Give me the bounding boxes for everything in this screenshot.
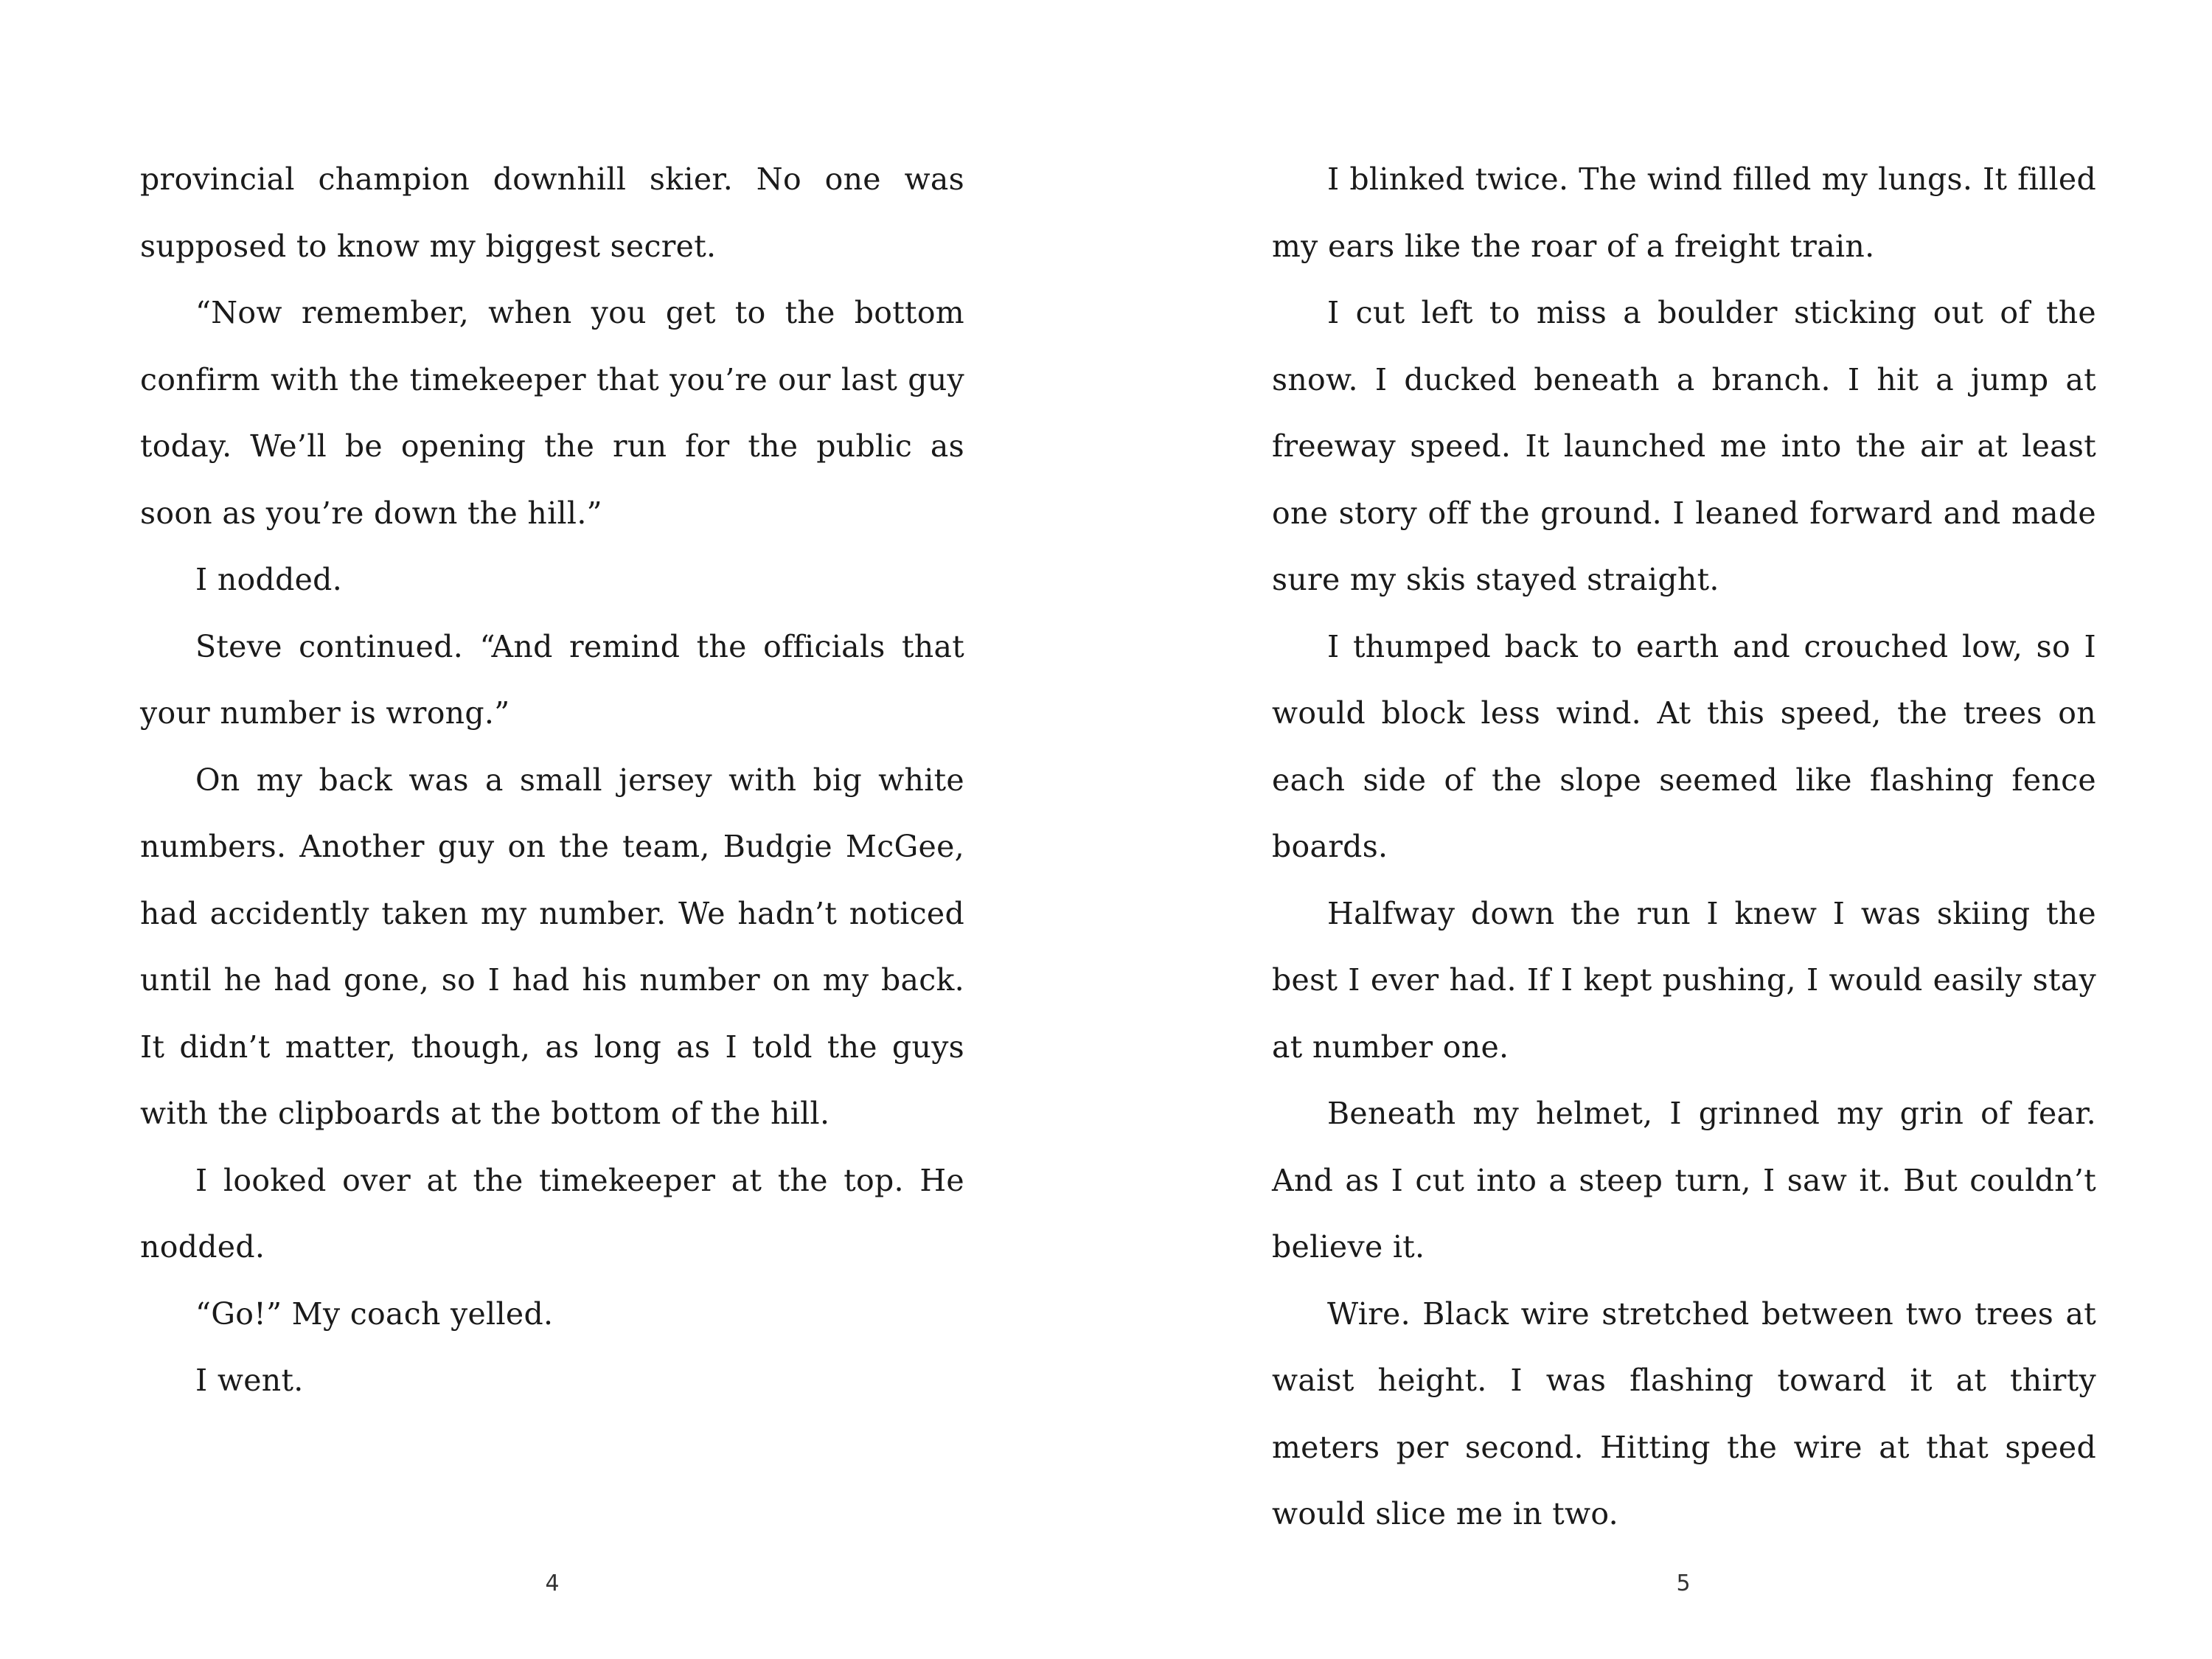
paragraph: I thumped back to earth and crouched low, so I would block less wind. At this speed, the trees on each side of the slope seemed like flashing fence boards. — [1272, 628, 2096, 864]
left-page-body — [140, 146, 964, 1414]
paragraph: I nodded. — [195, 562, 343, 597]
paragraph: provincial champion downhill skier. No one was supposed to know my biggest secret. — [140, 161, 964, 264]
paragraph: “Now remember, when you get to the bottom confirm with the timekeeper that you’re our last guy today. We’ll be opening the run for the public as soon as you’re down the hill.” — [140, 295, 964, 531]
paragraph: On my back was a small jersey with big white numbers. Another guy on the team, Budgie McGee, had accidently taken my number. We hadn’t noticed until he had gone, so I had his number on my back. It didn’t matter, though, as long as I told the guys with the clipboards at the bottom of the hill. — [140, 762, 964, 1131]
paragraph: Wire. Black wire stretched between two trees at waist height. I was flashing toward it at thirty meters per second. Hitting the wire at that speed would slice me in two. — [1272, 1295, 2096, 1531]
paragraph: I went. — [195, 1363, 304, 1398]
paragraph: I cut left to miss a boulder sticking out of the snow. I ducked beneath a branch. I hit a jump at freeway speed. It launched me into the air at least one story off the ground. I leaned forward and made sure my skis stayed straight. — [1272, 295, 2096, 597]
paragraph: “Go!” My coach yelled. — [195, 1295, 554, 1332]
paragraph: Halfway down the run I knew I was skiing the best I ever had. If I kept pushing, I would easily stay at number one. — [1272, 895, 2096, 1065]
page-number-right: 5 — [1676, 1571, 1691, 1596]
page-number-left: 4 — [545, 1571, 560, 1596]
right-page-body — [1272, 146, 2096, 1548]
paragraph: I looked over at the timekeeper at the top. He nodded. — [140, 1162, 964, 1265]
paragraph: Steve continued. “And remind the officials that your number is wrong.” — [140, 628, 964, 731]
paragraph: Beneath my helmet, I grinned my grin of fear. And as I cut into a steep turn, I saw it. But couldn’t believe it. — [1272, 1096, 2096, 1265]
paragraph: I blinked twice. The wind filled my lungs. It filled my ears like the roar of a freight train. — [1272, 161, 2096, 264]
